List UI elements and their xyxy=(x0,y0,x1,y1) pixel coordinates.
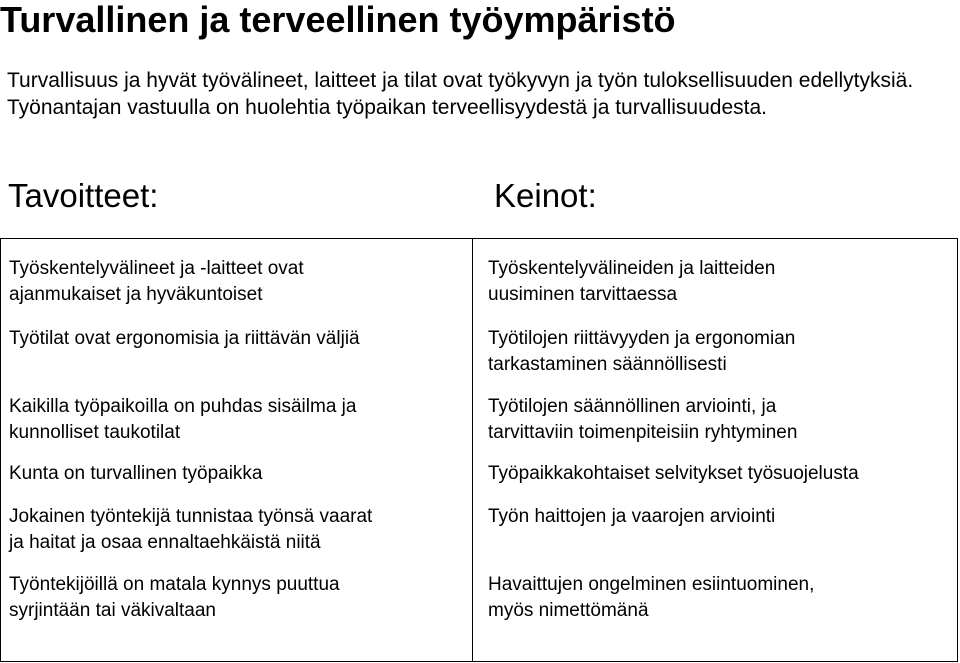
means-line: Työskentelyvälineiden ja laitteiden xyxy=(488,258,776,279)
means-line: Havaittujen ongelminen esiintuominen, xyxy=(488,574,815,595)
means-line: Työtilojen säännöllinen arviointi, ja xyxy=(488,396,777,417)
means-cell xyxy=(488,504,775,530)
goal-line: Kunta on turvallinen työpaikka xyxy=(9,463,263,484)
means-cell xyxy=(488,256,775,307)
goal-cell xyxy=(9,394,356,445)
goal-cell xyxy=(9,461,263,487)
means-line: tarkastaminen säännöllisesti xyxy=(488,353,727,375)
means-cell xyxy=(488,572,814,623)
page-title: Turvallinen ja terveellinen työympäristö xyxy=(0,0,676,40)
goal-line: syrjintään tai väkivaltaan xyxy=(9,599,216,621)
goal-cell xyxy=(9,572,340,623)
goal-line: Kaikilla työpaikoilla on puhdas sisäilma ja xyxy=(9,396,357,417)
means-line: tarvittaviin toimenpiteisiin ryhtyminen xyxy=(488,421,798,443)
goal-line: Jokainen työntekijä tunnistaa työnsä vaarat xyxy=(9,506,373,527)
means-cell xyxy=(488,394,797,445)
goal-line: Työtilat ovat ergonomisia ja riittävän väljiä xyxy=(9,328,360,349)
goal-cell xyxy=(9,256,304,307)
goal-line: ajanmukaiset ja hyväkuntoiset xyxy=(9,283,263,305)
goals-heading: Tavoitteet: xyxy=(8,177,159,214)
goal-line: ja haitat ja osaa ennaltaehkäistä niitä xyxy=(9,531,321,553)
means-line: Työtilojen riittävyyden ja ergonomian xyxy=(488,328,796,349)
goal-cell xyxy=(9,326,360,352)
means-line: uusiminen tarvittaessa xyxy=(488,283,678,305)
means-cell xyxy=(488,461,859,487)
means-cell xyxy=(488,326,795,377)
goals-means-table xyxy=(0,238,958,662)
means-line: myös nimettömänä xyxy=(488,599,649,621)
goal-cell xyxy=(9,504,372,555)
column-divider xyxy=(472,239,473,661)
means-heading: Keinot: xyxy=(494,177,597,214)
goal-line: kunnolliset taukotilat xyxy=(9,421,181,443)
intro-paragraph: Turvallisuus ja hyvät työvälineet, laitteet ja tilat ovat työkyvyn ja työn tuloksellisuuden edellytyksiä. Työnantajan vastuulla on huolehtia työpaikan terveellisyydestä ja turvallisuudesta. xyxy=(7,69,914,119)
means-line: Työn haittojen ja vaarojen arviointi xyxy=(488,506,776,527)
means-line: Työpaikkakohtaiset selvitykset työsuojelusta xyxy=(488,463,859,484)
goal-line: Työskentelyvälineet ja -laitteet ovat xyxy=(9,258,304,279)
goal-line: Työntekijöillä on matala kynnys puuttua xyxy=(9,574,340,595)
